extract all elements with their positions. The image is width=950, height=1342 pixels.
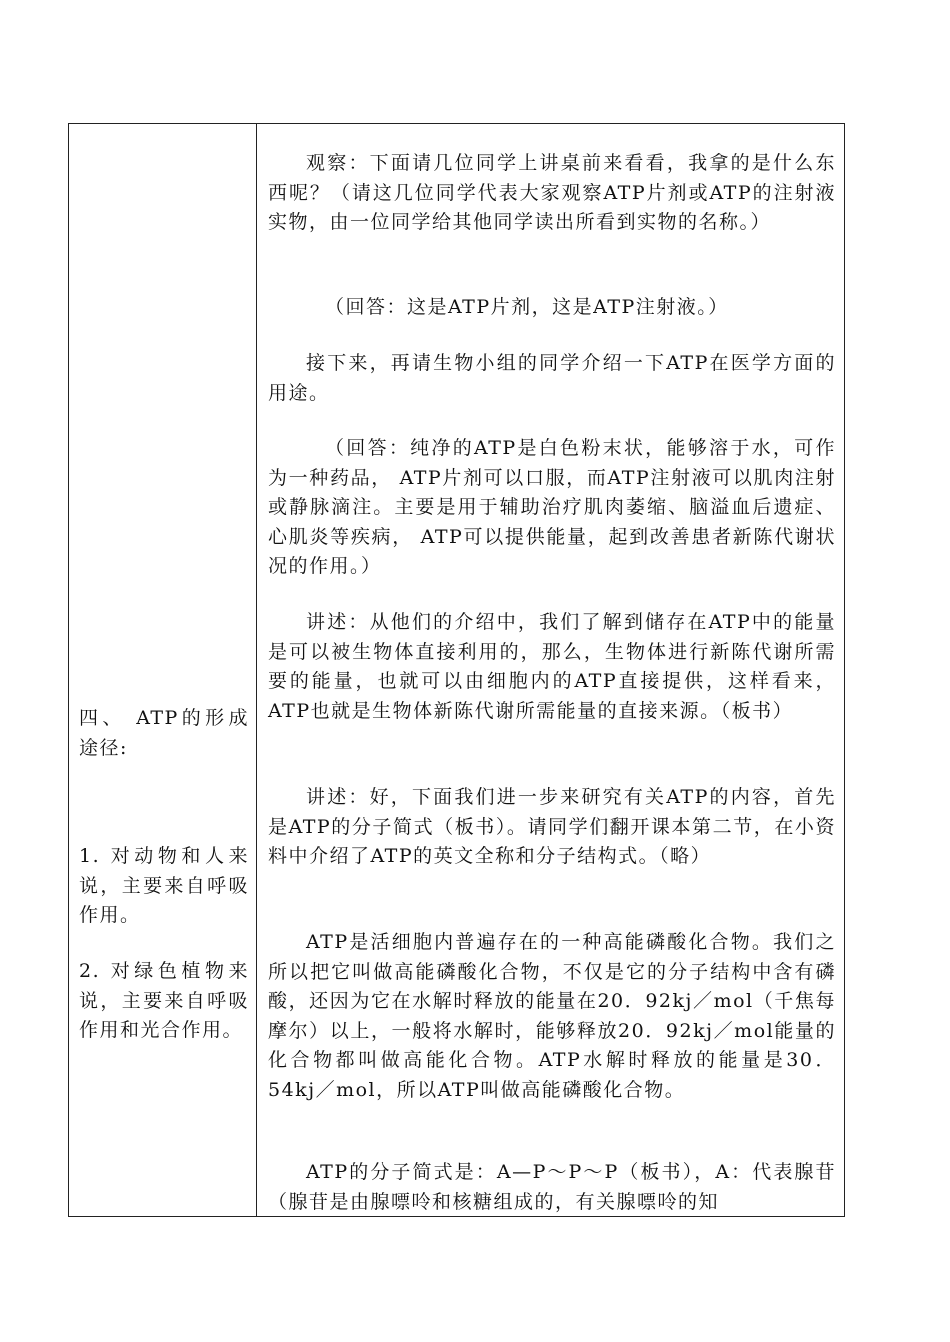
point-2-plants: 2. 对绿色植物来说，主要来自呼吸作用和光合作用。 (79, 960, 249, 1041)
section-heading: 四、 ATP的形成途径: (79, 707, 249, 759)
left-column (69, 124, 256, 1216)
right-column (258, 124, 844, 1216)
paragraph-atp-compound: ATP是活细胞内普遍存在的一种高能磷酸化合物。我们之所以把它叫做高能磷酸化合物，不仅是它的分子结构中含有磷酸，还因为它在水解时释放的能量在20．92kj／mol（千焦每摩尔）以上，一般将水解时，能够释放20．92kj／mol能量的化合物都叫做高能化合物。ATP水解时释放的能量是30．54kj／mol，所以ATP叫做高能磷酸化合物。 (268, 931, 836, 1101)
paragraph-answer-2: （回答：纯净的ATP是白色粉末状，能够溶于水，可作为一种药品， ATP片剂可以口服，而ATP注射液可以肌肉注射或静脉滴注。主要是用于辅助治疗肌肉萎缩、脑溢血后遗症、心肌炎等疾病， ATP可以提供能量，起到改善患者新陈代谢状况的作用。） (268, 437, 836, 577)
point-1-animals: 1. 对动物和人来说，主要来自呼吸作用。 (79, 845, 249, 926)
paragraph-narrate-1: 讲述：从他们的介绍中，我们了解到储存在ATP中的能量是可以被生物体直接利用的，那么，生物体进行新陈代谢所需要的能量，也就可以由细胞内的ATP直接提供，这样看来， ATP也就是生物体新陈代谢所需能量的直接来源。（板书） (268, 611, 836, 722)
paragraph-answer-1: （回答：这是ATP片剂，这是ATP注射液。） (325, 296, 729, 318)
paragraph-observe: 观察：下面请几位同学上讲桌前来看看，我拿的是什么东西呢？（请这几位同学代表大家观察ATP片剂或ATP的注射液实物，由一位同学给其他同学读出所看到实物的名称。） (268, 152, 836, 233)
paragraph-narrate-2: 讲述：好，下面我们进一步来研究有关ATP的内容，首先是ATP的分子简式（板书）。请同学们翻开课本第二节，在小资料中介绍了ATP的英文全称和分子结构式。（略） (268, 786, 836, 867)
paragraph-next-intro: 接下来，再请生物小组的同学介绍一下ATP在医学方面的用途。 (268, 352, 836, 404)
lesson-table (68, 123, 845, 1217)
column-divider (256, 124, 257, 1216)
paragraph-atp-formula: ATP的分子简式是：A—P～P～P（板书），A：代表腺苷（腺苷是由腺嘌呤和核糖组成的，有关腺嘌呤的知 (268, 1161, 836, 1213)
